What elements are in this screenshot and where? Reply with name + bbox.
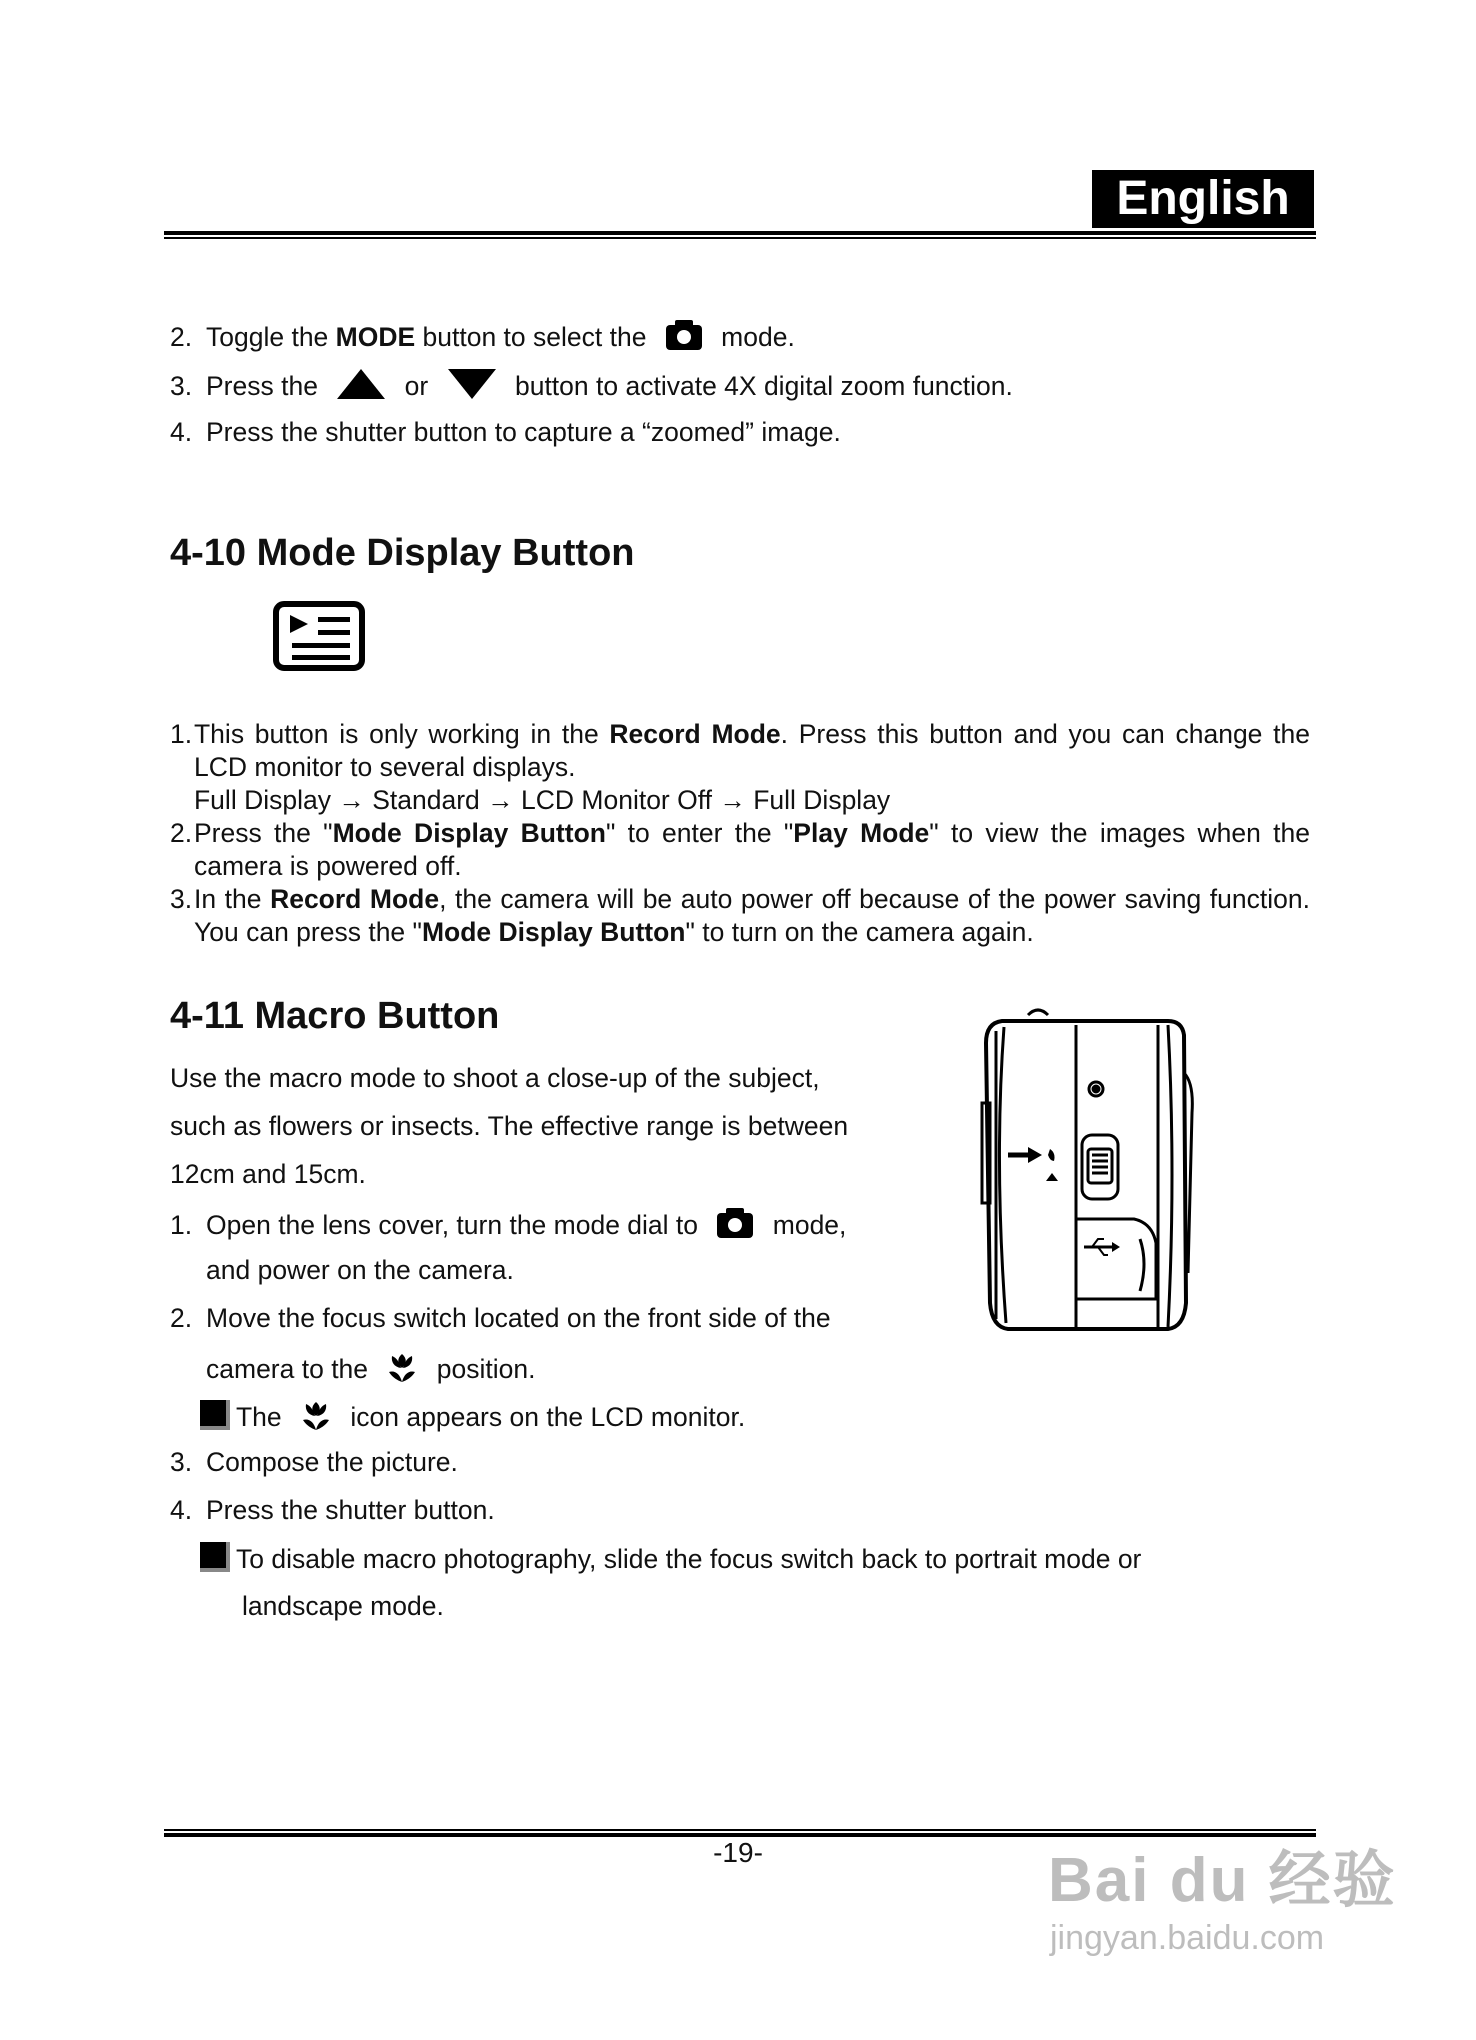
display-sequence: Full Display → Standard → LCD Monitor Off → Full Display: [194, 785, 891, 815]
section-heading-mode-display: 4-10 Mode Display Button: [170, 532, 635, 574]
item-number: 1.: [170, 719, 193, 749]
header-rule: [164, 231, 1316, 235]
macro-step-3: 3. Compose the picture.: [170, 1447, 458, 1477]
watermark-logo-text: Bai du 经验: [1048, 1846, 1397, 1915]
camera-icon: [715, 1206, 755, 1248]
step-number: 1.: [170, 1210, 193, 1240]
mode-display-item-3: 3. In the Record Mode, the camera will be auto power off because of the power saving function. You can press the "Mode Display Button" to turn on the camera again.: [170, 884, 1310, 947]
macro-note-1: The icon appears on the LCD monitor.: [200, 1398, 745, 1440]
watermark-url: jingyan.baidu.com: [1050, 1919, 1325, 1957]
camera-side-view-illustration: [972, 1003, 1194, 1342]
macro-note-2: To disable macro photography, slide the focus switch back to portrait mode or: [200, 1542, 1141, 1576]
step-number: 3.: [170, 1447, 193, 1477]
macro-flower-icon: [299, 1398, 333, 1440]
macro-step-4: 4. Press the shutter button.: [170, 1495, 495, 1525]
macro-intro-line-2: such as flowers or insects. The effective range is between: [170, 1111, 849, 1141]
down-triangle-icon: [446, 367, 498, 409]
step-number: 4.: [170, 417, 193, 447]
macro-step-2: 2. Move the focus switch located on the front side of the: [170, 1303, 831, 1333]
arrow-right-icon: →: [338, 785, 365, 815]
step-number: 4.: [170, 1495, 193, 1525]
arrow-right-icon: →: [487, 785, 514, 815]
macro-intro-line-3: 12cm and 15cm.: [170, 1159, 366, 1189]
arrow-right-icon: →: [719, 785, 746, 815]
mode-display-item-2: 2. Press the "Mode Display Button" to enter the "Play Mode" to view the images when the camera is powered off.: [170, 818, 1311, 881]
mode-display-icon: [272, 600, 366, 677]
macro-step-2-cont: camera to the position.: [206, 1350, 535, 1392]
step-number: 3.: [170, 371, 193, 401]
item-number: 2.: [170, 818, 193, 848]
header-rule-thin: [164, 237, 1316, 239]
macro-flower-icon: [385, 1350, 419, 1392]
macro-note-2-cont: landscape mode.: [242, 1591, 444, 1621]
item-number: 3.: [170, 884, 193, 914]
step-3-zoom: 3. Press the or button to activate 4X digital zoom function.: [170, 367, 1013, 409]
page-number: -19-: [713, 1837, 763, 1868]
up-triangle-icon: [335, 367, 387, 409]
step-2-mode: 2. Toggle the MODE button to select the mode.: [170, 318, 795, 360]
language-badge: English: [1092, 170, 1314, 228]
note-bullet: [200, 1400, 230, 1430]
macro-step-1: 1. Open the lens cover, turn the mode dial to mode,: [170, 1206, 846, 1248]
baidu-watermark: [1048, 1830, 1397, 1958]
step-number: 2.: [170, 1303, 193, 1333]
section-heading-macro: 4-11 Macro Button: [170, 995, 500, 1037]
macro-intro-line-1: Use the macro mode to shoot a close-up of the subject,: [170, 1063, 820, 1093]
macro-step-1-cont: and power on the camera.: [206, 1255, 514, 1285]
step-number: 2.: [170, 322, 193, 352]
mode-label: MODE: [335, 322, 416, 352]
camera-icon: [664, 318, 704, 360]
step-4-capture: 4. Press the shutter button to capture a “zoomed” image.: [170, 417, 841, 447]
note-bullet: [200, 1542, 230, 1572]
mode-display-item-1: 1. This button is only working in the Record Mode. Press this button and you can change the LCD monitor to several displays. Full Display → Standard → LCD Monitor Off → Full Display: [170, 719, 1310, 815]
